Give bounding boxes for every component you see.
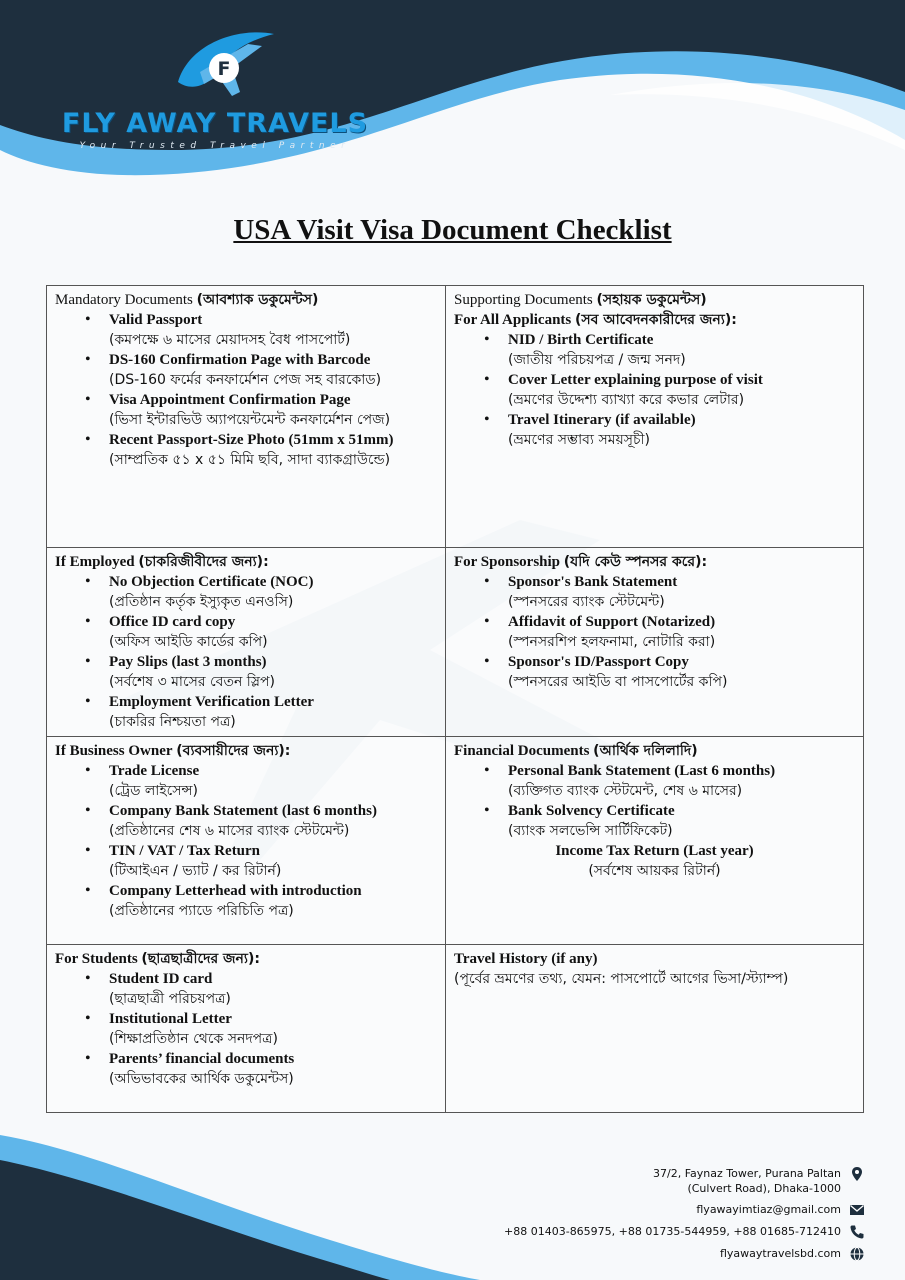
table-row bbox=[47, 286, 864, 548]
sponsorship-cell bbox=[446, 548, 864, 737]
list-item: • Affidavit of Support (Notarized) (স্পনসরশিপ হলফনামা, নোটারি করা) bbox=[476, 612, 855, 652]
subheading: For All Applicants bbox=[454, 312, 572, 328]
list-item: • Visa Appointment Confirmation Page (ভিসা ইন্টারভিউ অ্যাপয়েন্টমেন্ট কনফার্মেশন পেজ) bbox=[77, 390, 437, 430]
table-row bbox=[47, 548, 864, 737]
section-heading-bn: (যদি কেউ স্পনসর করে): bbox=[563, 554, 708, 570]
address-line-2: (Culvert Road), Dhaka-1000 bbox=[687, 1182, 841, 1195]
section-heading-bn: (আবশ্যাক ডকুমেন্টস) bbox=[196, 292, 319, 308]
list-item: • Cover Letter explaining purpose of visit (ভ্রমণের উদ্দেশ্য ব্যাখ্যা করে কভার লেটার) bbox=[476, 370, 855, 410]
list-item: • Office ID card copy (অফিস আইডি কার্ডের কপি) bbox=[77, 612, 437, 652]
travel-history-text: (পূর্বের ভ্রমণের তথ্য, যেমন: পাসপোর্টে আগের ভিসা/স্ট্যাম্প) bbox=[454, 971, 789, 987]
employed-list bbox=[55, 572, 437, 732]
phone-icon bbox=[849, 1224, 865, 1240]
section-heading-bn: (আর্থিক দলিলাদি) bbox=[593, 743, 698, 759]
list-item: • DS-160 Confirmation Page with Barcode (DS-160 ফর্মের কনফার্মেশন পেজ সহ বারকোড) bbox=[77, 350, 437, 390]
list-item: • Employment Verification Letter (চাকরির নিশ্চয়তা পত্র) bbox=[77, 692, 437, 732]
address-row bbox=[445, 1166, 865, 1196]
phone-row bbox=[445, 1224, 865, 1240]
list-item: • Valid Passport (কমপক্ষে ৬ মাসের মেয়াদসহ বৈধ পাসপোর্ট) bbox=[77, 310, 437, 350]
brand-tagline: Your Trusted Travel Partner bbox=[79, 141, 351, 151]
list-item: • Company Bank Statement (last 6 months) (প্রতিষ্ঠানের শেষ ৬ মাসের ব্যাংক স্টেটমেন্ট) bbox=[77, 801, 437, 841]
mandatory-list bbox=[55, 310, 437, 470]
page-title: USA Visit Visa Document Checklist bbox=[233, 214, 672, 246]
table-row bbox=[47, 945, 864, 1113]
section-heading: For Students bbox=[55, 951, 138, 967]
students-list bbox=[55, 969, 437, 1089]
list-item: • Personal Bank Statement (Last 6 months) (ব্যক্তিগত ব্যাংক স্টেটমেন্ট, শেষ ৬ মাসের) bbox=[476, 761, 855, 801]
contact-footer bbox=[445, 1166, 865, 1268]
section-heading: Financial Documents bbox=[454, 743, 590, 759]
phone-numbers[interactable]: +88 01403-865975, +88 01735-544959, +88 01685-712410 bbox=[504, 1225, 841, 1238]
list-item: • Pay Slips (last 3 months) (সর্বশেষ ৩ মাসের বেতন স্লিপ) bbox=[77, 652, 437, 692]
list-item: • No Objection Certificate (NOC) (প্রতিষ্ঠান কর্তৃক ইস্যুকৃত এনওসি) bbox=[77, 572, 437, 612]
business-list bbox=[55, 761, 437, 921]
logo-letter: F bbox=[217, 58, 231, 80]
email-row bbox=[445, 1202, 865, 1218]
section-heading: Mandatory Documents bbox=[55, 292, 193, 308]
supporting-cell bbox=[446, 286, 864, 548]
list-item: • Company Letterhead with introduction (প্রতিষ্ঠানের প্যাডে পরিচিতি পত্র) bbox=[77, 881, 437, 921]
plane-logo-icon bbox=[170, 22, 280, 112]
supporting-list bbox=[454, 330, 855, 450]
list-item: • Recent Passport-Size Photo (51mm x 51mm) (সাম্প্রতিক ৫১ x ৫১ মিমি ছবি, সাদা ব্যাকগ্রাউন্ডে) bbox=[77, 430, 437, 470]
employed-cell bbox=[47, 548, 446, 737]
section-heading: For Sponsorship bbox=[454, 554, 561, 570]
list-item: • Bank Solvency Certificate (ব্যাংক সলভেন্সি সার্টিফিকেট) bbox=[476, 801, 855, 841]
section-heading-bn: (ছাত্রছাত্রীদের জন্য): bbox=[141, 951, 260, 967]
section-heading: Travel History (if any) bbox=[454, 951, 598, 967]
website-link[interactable]: flyawaytravelsbd.com bbox=[719, 1247, 841, 1260]
list-item: • TIN / VAT / Tax Return (টিআইএন / ভ্যাট / কর রিটার্ন) bbox=[77, 841, 437, 881]
brand-logo bbox=[55, 22, 385, 151]
list-item: • NID / Birth Certificate (জাতীয় পরিচয়পত্র / জন্ম সনদ) bbox=[476, 330, 855, 370]
list-item: • Travel Itinerary (if available) (ভ্রমণের সম্ভাব্য সময়সূচী) bbox=[476, 410, 855, 450]
financial-cell bbox=[446, 737, 864, 945]
globe-icon bbox=[849, 1246, 865, 1262]
list-item: • Trade License (ট্রেড লাইসেন্স) bbox=[77, 761, 437, 801]
students-cell bbox=[47, 945, 446, 1113]
mandatory-cell bbox=[47, 286, 446, 548]
financial-list bbox=[454, 761, 855, 841]
address-line-1: 37/2, Faynaz Tower, Purana Paltan bbox=[653, 1167, 841, 1180]
section-heading-bn: (চাকরিজীবীদের জন্য): bbox=[138, 554, 269, 570]
email-link[interactable]: flyawayimtiaz@gmail.com bbox=[696, 1203, 841, 1216]
website-row bbox=[445, 1246, 865, 1262]
list-item: • Institutional Letter (শিক্ষাপ্রতিষ্ঠান থেকে সনদপত্র) bbox=[77, 1009, 437, 1049]
business-cell bbox=[47, 737, 446, 945]
income-tax-item: Income Tax Return (Last year) (সর্বশেষ আয়কর রিটার্ন) bbox=[555, 843, 754, 879]
section-heading: If Employed bbox=[55, 554, 135, 570]
sponsorship-list bbox=[454, 572, 855, 692]
subheading-bn: (সব আবেদনকারীদের জন্য): bbox=[575, 312, 737, 328]
list-item: • Sponsor's Bank Statement (স্পনসরের ব্যাংক স্টেটমেন্ট) bbox=[476, 572, 855, 612]
list-item: • Parents’ financial documents (অভিভাবকের আর্থিক ডকুমেন্টস) bbox=[77, 1049, 437, 1089]
mail-icon bbox=[849, 1202, 865, 1218]
list-item: • Student ID card (ছাত্রছাত্রী পরিচয়পত্র) bbox=[77, 969, 437, 1009]
table-row bbox=[47, 737, 864, 945]
section-heading: If Business Owner bbox=[55, 743, 173, 759]
location-icon bbox=[849, 1166, 865, 1182]
travel-history-cell bbox=[446, 945, 864, 1113]
checklist-table bbox=[46, 285, 864, 1113]
section-heading-bn: (ব্যবসায়ীদের জন্য): bbox=[176, 743, 291, 759]
brand-name: FLY AWAY TRAVELS bbox=[61, 108, 369, 139]
section-heading: Supporting Documents bbox=[454, 292, 593, 308]
section-heading-bn: (সহায়ক ডকুমেন্টস) bbox=[596, 292, 707, 308]
list-item: • Sponsor's ID/Passport Copy (স্পনসরের আইডি বা পাসপোর্টের কপি) bbox=[476, 652, 855, 692]
